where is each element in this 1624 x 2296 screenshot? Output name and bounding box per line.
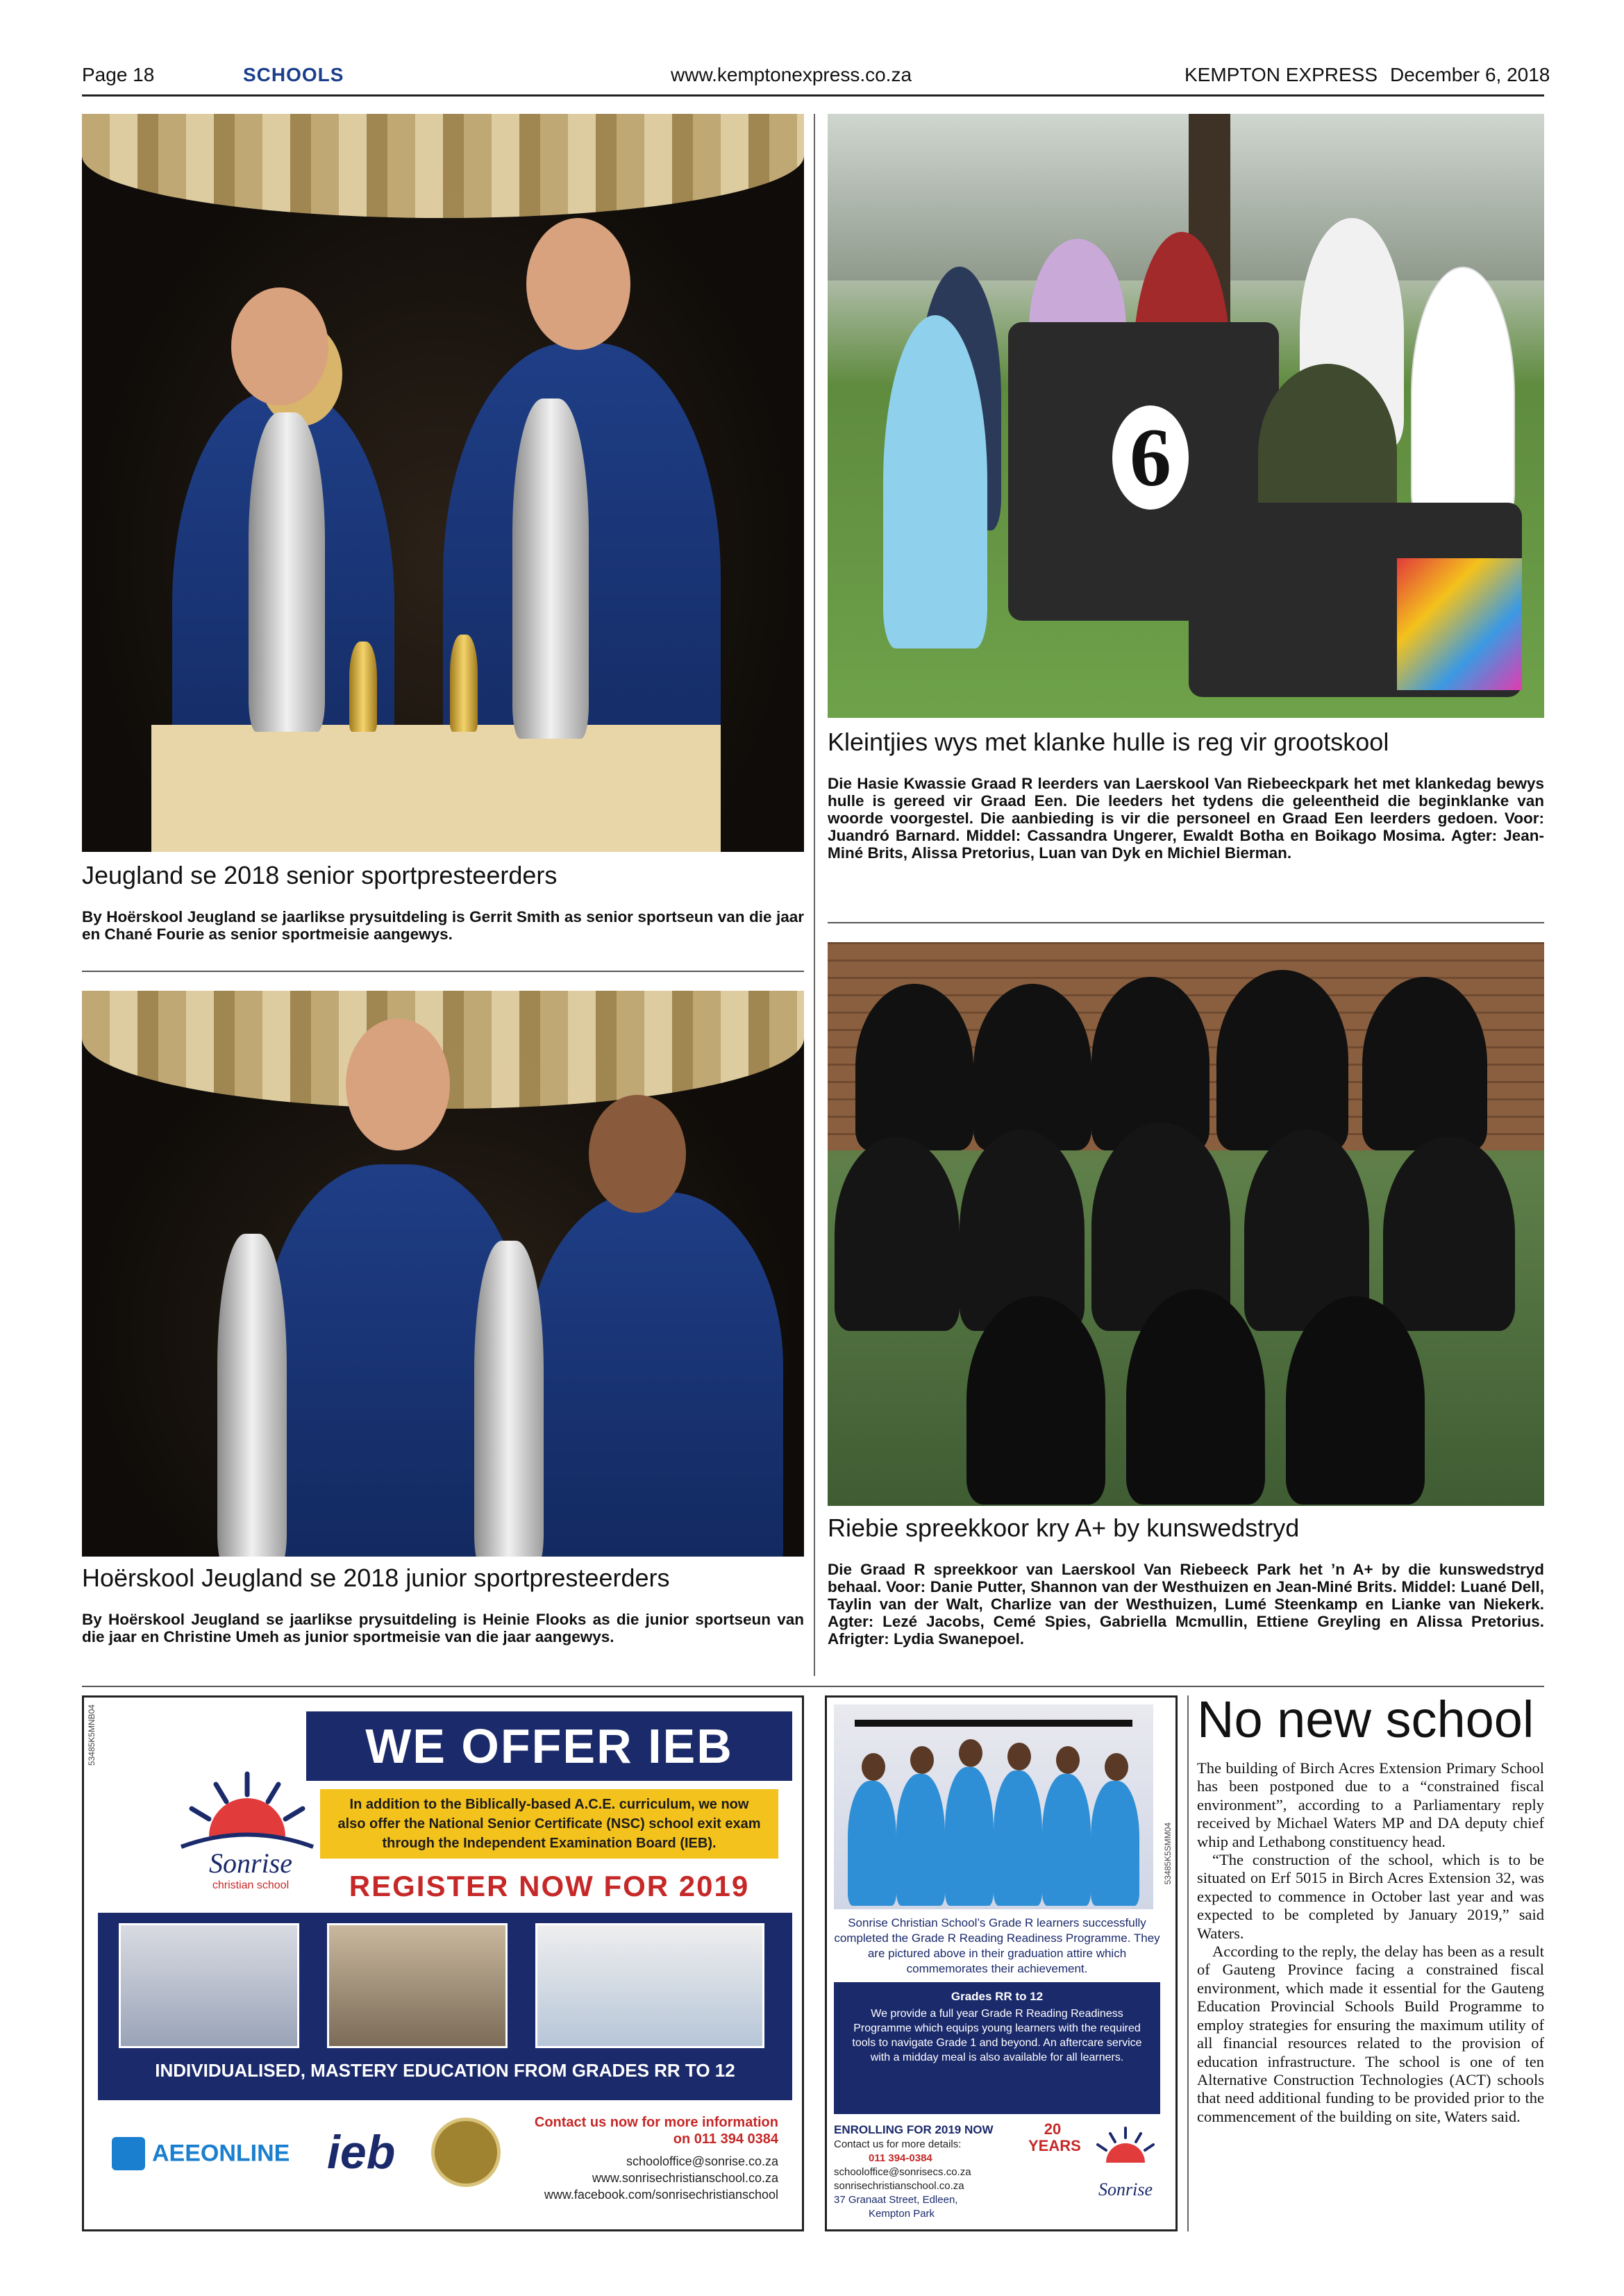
ad-code: 53485K5SMM04: [1163, 1822, 1173, 1885]
spreekkoor-caption-title: Riebie spreekkoor kry A+ by kunswedstryd: [828, 1514, 1300, 1542]
senior-sport-photo: [82, 114, 804, 852]
car-number: 6: [1112, 405, 1189, 510]
klankedag-caption-body: Die Hasie Kwassie Graad R leerders van Laerskool Van Riebeeckpark het met klankedag bewys hulle is gereed vir Graad Een. Die leeders het tydens die geleentheid die beginklanke van woorde voorgestel. Die aanbieding is vir die personeel en Graad Een leerders gedoen. Voor: Juandró Barnard. Middel: Cassandra Ungerer, Ewaldt Botha en Boikago Mosima. Agter: Jean-Miné Brits, Alissa Pretorius, Luan van Dyk en Michiel Bierman.: [828, 775, 1544, 862]
senior-caption-body: By Hoërskool Jeugland se jaarlikse prysuitdeling is Gerrit Smith as senior sportseun van die jaar en Chané Fourie as senior sportmeisie aangewys.: [82, 908, 804, 943]
klankedag-photo: [828, 114, 1544, 718]
grades-info-box: [834, 1982, 1160, 2114]
accreditation-seal: [431, 2118, 501, 2187]
article-headline: No new school: [1197, 1691, 1534, 1748]
column-rule: [1187, 1695, 1189, 2231]
choir-child: [966, 1296, 1105, 1505]
girl-head: [231, 287, 328, 405]
sonrise-grade-r-ad[interactable]: [825, 1695, 1178, 2231]
klankedag-caption-title: Kleintjies wys met klanke hulle is reg vir grootskool: [828, 728, 1389, 756]
choir-child: [973, 984, 1091, 1150]
contact-facebook[interactable]: www.facebook.com/sonrisechristianschool: [544, 2188, 778, 2202]
small-trophy: [450, 635, 478, 732]
graduate-head: [862, 1753, 885, 1781]
trophy-right: [512, 399, 589, 739]
article-body: [1197, 1759, 1544, 2126]
choir-child: [855, 984, 973, 1150]
junior-caption-title: Hoërskool Jeugland se 2018 junior sportpresteerders: [82, 1564, 670, 1592]
article-paragraph: The building of Birch Acres Extension Primary School has been postponed due to a “constrained fiscal environment”, according to a Parliamentary reply received by Michael Waters MP and DA deputy chief whip and Lethabong constituency head.: [1197, 1759, 1544, 1850]
grades-body: We provide a full year Grade R Reading Readiness Programme which equips young learners with the required tools to navigate Grade 1 and beyond. An aftercare service with a midday meal is also available for all learners.: [852, 2008, 1142, 2063]
ad-photo: [535, 1923, 764, 2048]
logo-name: Sonrise: [209, 1847, 292, 1879]
graduate-head: [910, 1746, 934, 1774]
graduate-head: [1007, 1743, 1031, 1770]
ad-photo-band: [98, 1913, 792, 2100]
trophy-left: [249, 412, 325, 732]
partner-aee: AEEONLINE: [152, 2140, 290, 2167]
choir-child: [1216, 970, 1348, 1150]
plane-tail: [1397, 558, 1522, 690]
ad-headline: WE OFFER IEB: [306, 1711, 792, 1781]
graduate: [848, 1781, 896, 1906]
contact-intro: Contact us for more details:: [834, 2138, 962, 2150]
story-divider: [828, 922, 1544, 923]
small-trophy: [349, 642, 377, 732]
website-link[interactable]: www.kemptonexpress.co.za: [671, 64, 912, 85]
contact-email[interactable]: schooloffice@sonrise.co.za: [626, 2154, 778, 2168]
curtain-drape: [82, 114, 804, 218]
child-doctor: [1411, 267, 1515, 523]
trophy-right: [474, 1241, 544, 1557]
ad-band-text: INDIVIDUALISED, MASTERY EDUCATION FROM GRADES RR TO 12: [155, 2060, 735, 2081]
ad-divider: [82, 1686, 1544, 1687]
ad-photo: [119, 1923, 299, 2048]
choir-child: [835, 1137, 960, 1331]
child-princess: [883, 315, 987, 648]
sonrise-ieb-ad[interactable]: [82, 1695, 804, 2231]
graduate: [945, 1767, 994, 1906]
ad-photo: [327, 1923, 508, 2048]
sonrise-logo-small: [1084, 2122, 1167, 2220]
publication-name: KEMPTON EXPRESS: [1184, 64, 1378, 85]
contact-web[interactable]: www.sonrisechristianschool.co.za: [592, 2171, 778, 2185]
section-label: SCHOOLS: [243, 64, 344, 85]
enrol-cta[interactable]: ENROLLING FOR 2019 NOW: [834, 2123, 994, 2136]
graduate: [994, 1770, 1042, 1906]
trophy-table: [151, 725, 721, 852]
junior-caption-body: By Hoërskool Jeugland se jaarlikse prysuitdeling is Heinie Flooks as die junior sportseun van die jaar en Christine Umeh as junior sportmeisie van die jaar aangewys.: [82, 1611, 804, 1645]
graduate: [1091, 1781, 1139, 1906]
article-paragraph: “The construction of the school, which is to be situated on Erf 5015 in Birch Acres Extension 32, was expected to commence in October last year and was expected to be completed by January 2019,” said Waters.: [1197, 1851, 1544, 1942]
grade-r-caption: Sonrise Christian School’s Grade R learners successfully completed the Grade R Reading Readiness Programme. They are pictured above in their graduation attire which commemorates their achievement.: [834, 1916, 1160, 1975]
boy-head: [526, 218, 630, 350]
address-line-2: Kempton Park: [869, 2208, 935, 2220]
graduate-head: [1056, 1746, 1080, 1774]
choir-child: [1383, 1137, 1515, 1331]
page-number: Page 18: [82, 64, 155, 85]
graduate-head: [959, 1739, 982, 1767]
choir-child: [1286, 1296, 1425, 1505]
publication-date: December 6, 2018: [1390, 64, 1550, 85]
ad-intro: In addition to the Biblically-based A.C.E. curriculum, we now also offer the National Senior Certificate (NSC) school exit exam through the Independent Examination Board (IEB).: [320, 1789, 778, 1859]
anniversary-badge: 20 YEARS: [1028, 2120, 1081, 2154]
choir-child: [1362, 977, 1487, 1150]
graduate: [1042, 1774, 1091, 1906]
contact-web[interactable]: sonrisechristianschool.co.za: [834, 2180, 964, 2192]
register-cta[interactable]: REGISTER NOW FOR 2019: [349, 1870, 750, 1902]
senior-caption-title: Jeugland se 2018 senior sportpresteerders: [82, 861, 558, 889]
graduation-photo: [834, 1704, 1153, 1909]
contact-email[interactable]: schooloffice@sonrisecs.co.za: [834, 2166, 971, 2178]
logo-name: Sonrise: [1098, 2179, 1153, 2199]
spreekkoor-caption-body: Die Graad R spreekkoor van Laerskool Van Riebeeck Park het ’n A+ by die kunswedstryd behaal. Voor: Danie Putter, Shannon van der Westhuizen en Jean-Miné Brits. Middel: Luané Dell, Taylin van der Walt, Charlize van der Westhuizen, Lumé Steenkamp en Lianke van Niekerk. Agter: Lezé Jacobs, Cemé Spies, Gabriella Mcmullin, Ettiene Greyling en Alissa Pretorius. Afrigter: Lydia Swanepoel.: [828, 1561, 1544, 1648]
boy-head: [346, 1019, 450, 1150]
trophy-left: [217, 1234, 287, 1557]
column-rule: [814, 114, 815, 1676]
article-paragraph: According to the reply, the delay has been as a result of Gauteng Province facing a constrained fiscal environment, which made it essential for the Gauteng Education Provincial Schools Build Programme to employ strategies for ensuring the maximum utility of all financial resources related to the provision of education infrastructure. The school is one of ten Alternative Construction Technologies (ACT) schools that need additional funding to be provided prior to the commencement of the building on site, Waters said.: [1197, 1943, 1544, 2125]
junior-sport-photo: [82, 991, 804, 1557]
ad-code: 53485K5MNB04: [87, 1704, 97, 1766]
sonrise-logo: [167, 1760, 327, 1899]
aee-icon: [112, 2137, 145, 2170]
graduate: [896, 1774, 945, 1906]
contact-phone[interactable]: 011 394-0384: [869, 2152, 932, 2164]
graduation-caps: [855, 1720, 1132, 1727]
graduate-head: [1105, 1753, 1128, 1781]
choir-child: [1126, 1289, 1265, 1505]
aee-online-logo: [112, 2135, 320, 2177]
spreekkoor-photo: [828, 942, 1544, 1506]
logo-sub: christian school: [212, 1879, 290, 1891]
girl-figure: [526, 1192, 783, 1557]
header-rule: [82, 94, 1544, 97]
girl-head: [589, 1095, 686, 1213]
sun-icon: [1084, 2122, 1167, 2178]
grades-title: Grades RR to 12: [951, 1990, 1044, 2003]
address-line-1: 37 Granaat Street, Edleen,: [834, 2194, 958, 2206]
partner-ieb: ieb: [327, 2126, 396, 2179]
story-divider: [82, 971, 804, 972]
contact-intro: Contact us now for more information on 011 394 0384: [534, 2115, 778, 2147]
